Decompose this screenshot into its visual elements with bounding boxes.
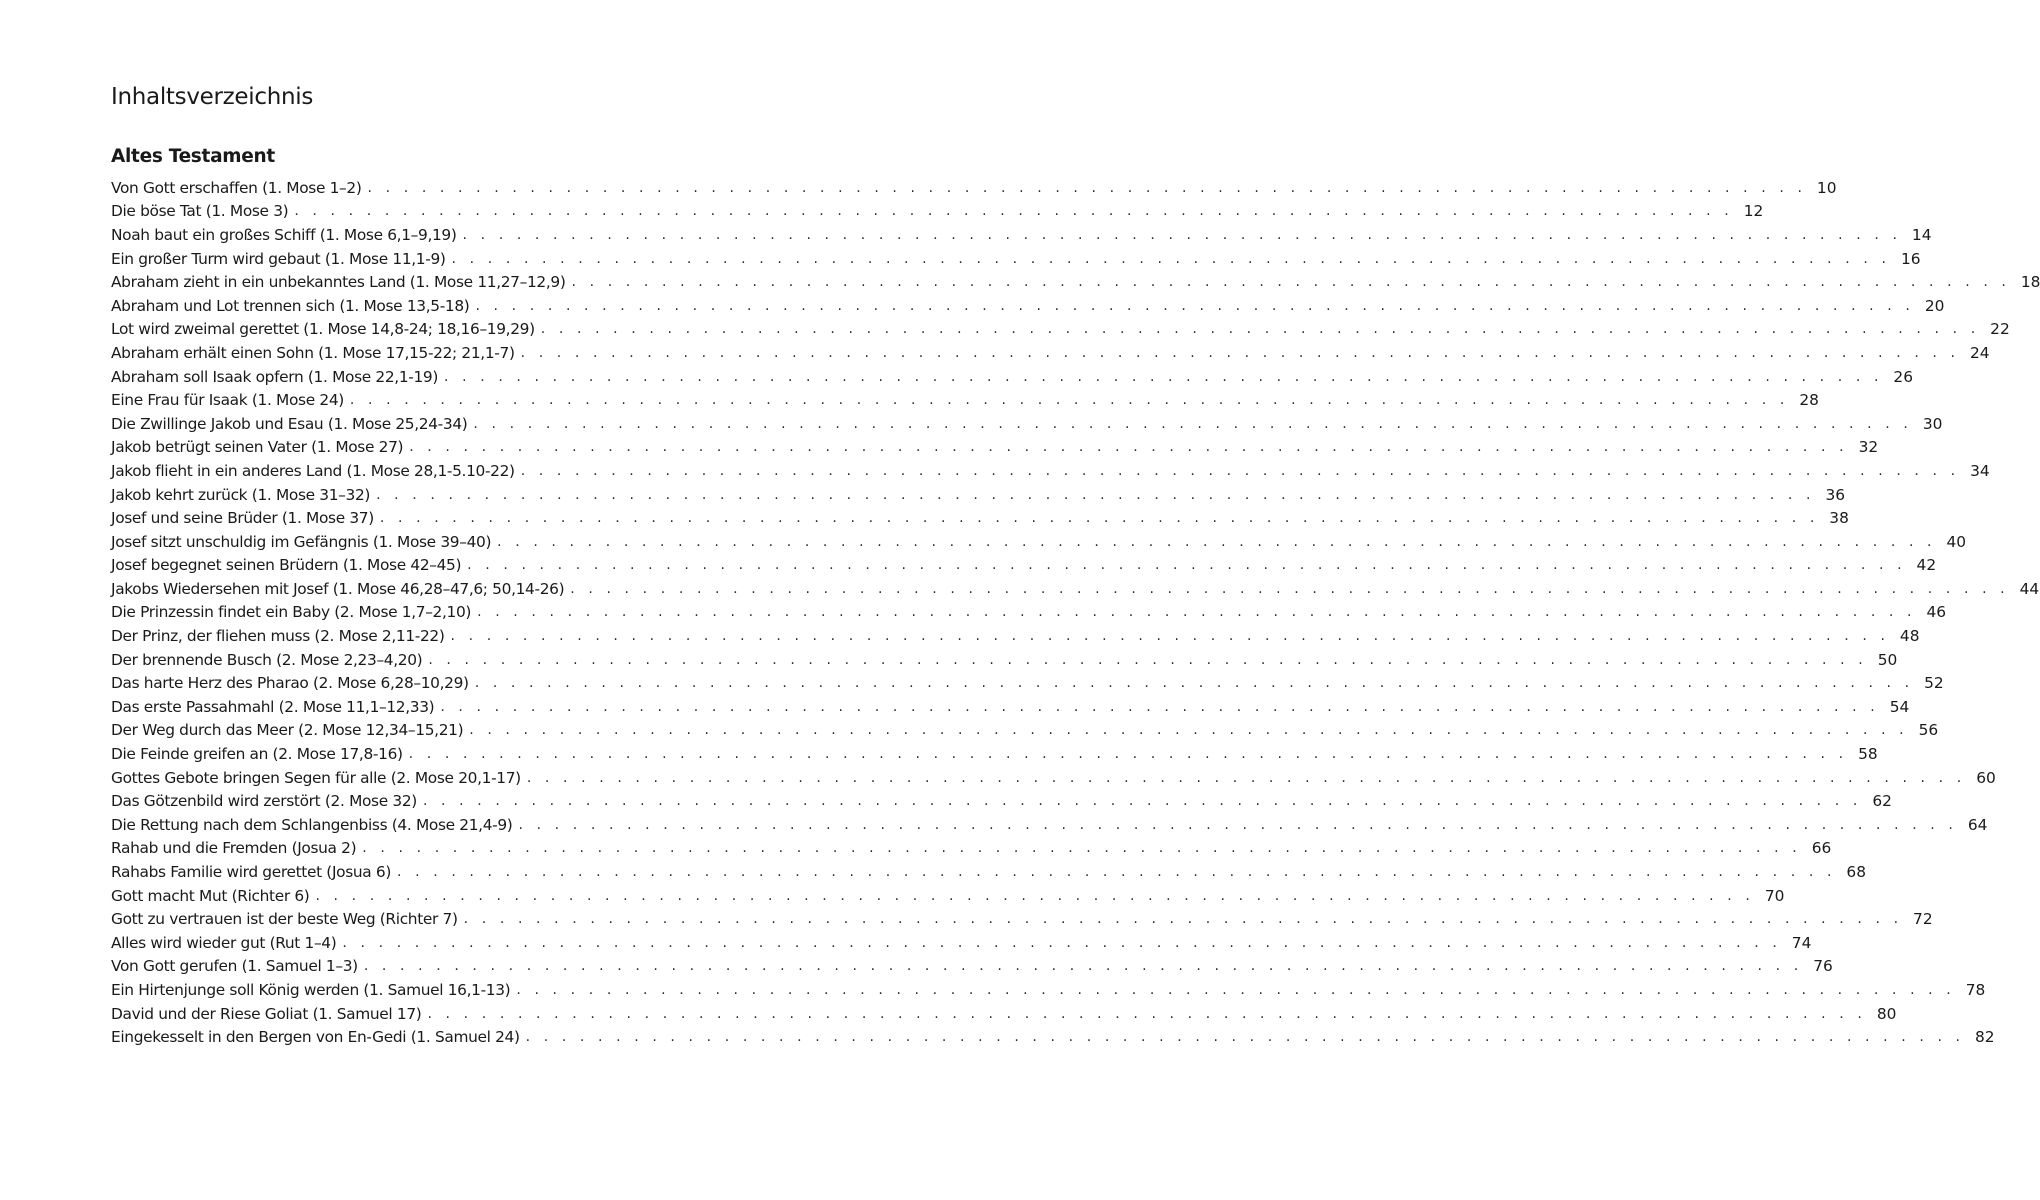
toc-page-number: 72 (1913, 910, 1933, 929)
toc-entry-title: Josef sitzt unschuldig im Gefängnis (1. Mose 39–40) (111, 532, 492, 551)
toc-row (111, 294, 1945, 318)
toc-entry-title: Jakob flieht in ein anderes Land (1. Mose 28,1-5.10-22) (111, 461, 515, 480)
toc-page-number: 62 (1872, 792, 1892, 811)
toc-row (111, 436, 1879, 460)
toc-row (111, 577, 2040, 601)
toc-row (111, 388, 1819, 412)
toc-page-number: 20 (1924, 296, 1945, 315)
dot-leader: . . . . . . . . . . . . . . . . . . . . . . . . . . . . . . . . . . . . . . . . . . . . . . . . . . . . . . . . . . . . . . . . . . . . . . . . . . . . . . . . (408, 746, 1848, 763)
dot-leader: . . . . . . . . . . . . . . . . . . . . . . . . . . . . . . . . . . . . . . . . . . . . . . . . . . . . . . . . . . . . . . . . . . . . . . . . . . . . . . . . (409, 439, 1849, 456)
toc-entry-title: Noah baut ein großes Schiff (1. Mose 6,1–9,19) (111, 225, 457, 244)
dot-leader: . . . . . . . . . . . . . . . . . . . . . . . . . . . . . . . . . . . . . . . . . . . . . . . . . . . . . . . . . . . . . . . . . . . . . . . . . . . . . . . . (463, 911, 1903, 928)
toc-page-number: 40 (1946, 532, 1967, 551)
dot-leader: . . . . . . . . . . . . . . . . . . . . . . . . . . . . . . . . . . . . . . . . . . . . . . . . . . . . . . . . . . . . . . . . . . . . . . . . . . . . . . . . (571, 274, 2011, 291)
dot-leader: . . . . . . . . . . . . . . . . . . . . . . . . . . . . . . . . . . . . . . . . . . . . . . . . . . . . . . . . . . . . . . . . . . . . . . . . . . . . . . . . (376, 486, 1816, 503)
dot-leader: . . . . . . . . . . . . . . . . . . . . . . . . . . . . . . . . . . . . . . . . . . . . . . . . . . . . . . . . . . . . . . . . . . . . . . . . . . . . . . . . (516, 981, 1956, 998)
toc-page-number: 74 (1791, 933, 1812, 952)
toc-page-number: 30 (1922, 414, 1943, 433)
toc-page-number: 56 (1918, 721, 1939, 740)
toc-entry-title: Ein großer Turm wird gebaut (1. Mose 11,1-9) (111, 249, 446, 268)
toc-page-number: 22 (1990, 320, 2010, 339)
toc-entry-title: Der Weg durch das Meer (2. Mose 12,34–15,21) (111, 721, 464, 740)
toc-page-number: 10 (1816, 178, 1837, 197)
dot-leader: . . . . . . . . . . . . . . . . . . . . . . . . . . . . . . . . . . . . . . . . . . . . . . . . . . . . . . . . . . . . . . . . . . . . . . . . . . . . . . . . (518, 816, 1958, 833)
dot-leader: . . . . . . . . . . . . . . . . . . . . . . . . . . . . . . . . . . . . . . . . . . . . . . . . . . . . . . . . . . . . . . . . . . . . . . . . . . . . . . . . (294, 203, 1734, 220)
dot-leader: . . . . . . . . . . . . . . . . . . . . . . . . . . . . . . . . . . . . . . . . . . . . . . . . . . . . . . . . . . . . . . . . . . . . . . . . . . . . . . . . (475, 297, 1915, 314)
table-of-contents (111, 176, 2040, 1049)
toc-row (111, 601, 1947, 625)
toc-entry-title: Die Zwillinge Jakob und Esau (1. Mose 25,24-34) (111, 414, 468, 433)
dot-leader: . . . . . . . . . . . . . . . . . . . . . . . . . . . . . . . . . . . . . . . . . . . . . . . . . . . . . . . . . . . . . . . . . . . . . . . . . . . . . . . . (540, 321, 1980, 338)
dot-leader: . . . . . . . . . . . . . . . . . . . . . . . . . . . . . . . . . . . . . . . . . . . . . . . . . . . . . . . . . . . . . . . . . . . . . . . . . . . . . . . . (379, 510, 1819, 527)
dot-leader: . . . . . . . . . . . . . . . . . . . . . . . . . . . . . . . . . . . . . . . . . . . . . . . . . . . . . . . . . . . . . . . . . . . . . . . . . . . . . . . . (450, 628, 1890, 645)
dot-leader: . . . . . . . . . . . . . . . . . . . . . . . . . . . . . . . . . . . . . . . . . . . . . . . . . . . . . . . . . . . . . . . . . . . . . . . . . . . . . . . . (315, 887, 1755, 904)
toc-entry-title: Die Feinde greifen an (2. Mose 17,8-16) (111, 745, 403, 764)
toc-entry-title: Der Prinz, der fliehen muss (2. Mose 2,11-22) (111, 627, 445, 646)
toc-row (111, 648, 1898, 672)
toc-page-number: 50 (1877, 650, 1898, 669)
dot-leader: . . . . . . . . . . . . . . . . . . . . . . . . . . . . . . . . . . . . . . . . . . . . . . . . . . . . . . . . . . . . . . . . . . . . . . . . . . . . . . . . (525, 1029, 1965, 1046)
toc-row (111, 200, 1764, 224)
toc-page-number: 12 (1743, 202, 1764, 221)
toc-row (111, 365, 1914, 389)
dot-leader: . . . . . . . . . . . . . . . . . . . . . . . . . . . . . . . . . . . . . . . . . . . . . . . . . . . . . . . . . . . . . . . . . . . . . . . . . . . . . . . . (570, 580, 2010, 597)
toc-page-number: 48 (1899, 627, 1920, 646)
toc-row (111, 412, 1943, 436)
toc-page-number: 34 (1970, 461, 1990, 480)
toc-page-number: 64 (1967, 815, 1988, 834)
toc-page-number: 60 (1976, 768, 1996, 787)
toc-entry-title: Lot wird zweimal gerettet (1. Mose 14,8-24; 18,16–19,29) (111, 320, 535, 339)
dot-leader: . . . . . . . . . . . . . . . . . . . . . . . . . . . . . . . . . . . . . . . . . . . . . . . . . . . . . . . . . . . . . . . . . . . . . . . . . . . . . . . . (362, 840, 1802, 857)
toc-page-number: 42 (1916, 556, 1937, 575)
dot-leader: . . . . . . . . . . . . . . . . . . . . . . . . . . . . . . . . . . . . . . . . . . . . . . . . . . . . . . . . . . . . . . . . . . . . . . . . . . . . . . . . (428, 651, 1868, 668)
dot-leader: . . . . . . . . . . . . . . . . . . . . . . . . . . . . . . . . . . . . . . . . . . . . . . . . . . . . . . . . . . . . . . . . . . . . . . . . . . . . . . . . (474, 675, 1914, 692)
toc-row (111, 837, 1832, 861)
toc-row (111, 955, 1833, 979)
toc-row (111, 789, 1892, 813)
toc-entry-title: Abraham soll Isaak opfern (1. Mose 22,1-19) (111, 367, 439, 386)
toc-entry-title: Eingekesselt in den Bergen von En-Gedi (1. Samuel 24) (111, 1028, 520, 1047)
toc-row (111, 907, 1933, 931)
toc-entry-title: Jakob betrügt seinen Vater (1. Mose 27) (111, 438, 404, 457)
dot-leader: . . . . . . . . . . . . . . . . . . . . . . . . . . . . . . . . . . . . . . . . . . . . . . . . . . . . . . . . . . . . . . . . . . . . . . . . . . . . . . . . (397, 864, 1836, 881)
dot-leader: . . . . . . . . . . . . . . . . . . . . . . . . . . . . . . . . . . . . . . . . . . . . . . . . . . . . . . . . . . . . . . . . . . . . . . . . . . . . . . . . (473, 415, 1913, 432)
toc-entry-title: Die Prinzessin findet ein Baby (2. Mose 1,7–2,10) (111, 603, 472, 622)
toc-row (111, 247, 1921, 271)
toc-page-number: 36 (1825, 485, 1846, 504)
toc-row (111, 483, 1846, 507)
toc-entry-title: Die Rettung nach dem Schlangenbiss (4. Mose 21,4-9) (111, 815, 513, 834)
toc-entry-title: Abraham zieht in ein unbekanntes Land (1. Mose 11,27–12,9) (111, 273, 566, 292)
toc-entry-title: Das Götzenbild wird zerstört (2. Mose 32) (111, 792, 417, 811)
toc-row (111, 860, 1866, 884)
dot-leader: . . . . . . . . . . . . . . . . . . . . . . . . . . . . . . . . . . . . . . . . . . . . . . . . . . . . . . . . . . . . . . . . . . . . . . . . . . . . . . . . (526, 769, 1966, 786)
section-title-altes-testament: Altes Testament (111, 146, 275, 167)
toc-page-number: 38 (1829, 509, 1849, 528)
toc-page-number: 70 (1764, 886, 1785, 905)
toc-row (111, 813, 1988, 837)
toc-row (111, 931, 1812, 955)
toc-page-number: 46 (1926, 603, 1947, 622)
toc-entry-title: Rahab und die Fremden (Josua 2) (111, 839, 357, 858)
dot-leader: . . . . . . . . . . . . . . . . . . . . . . . . . . . . . . . . . . . . . . . . . . . . . . . . . . . . . . . . . . . . . . . . . . . . . . . . . . . . . . . . (497, 533, 1937, 550)
toc-page-number: 54 (1889, 697, 1910, 716)
toc-page-number: 82 (1975, 1028, 1995, 1047)
dot-leader: . . . . . . . . . . . . . . . . . . . . . . . . . . . . . . . . . . . . . . . . . . . . . . . . . . . . . . . . . . . . . . . . . . . . . . . . . . . . . . . . (467, 557, 1907, 574)
toc-page-number: 32 (1858, 438, 1879, 457)
dot-leader: . . . . . . . . . . . . . . . . . . . . . . . . . . . . . . . . . . . . . . . . . . . . . . . . . . . . . . . . . . . . . . . . . . . . . . . . . . . . . . . . (367, 179, 1807, 196)
toc-entry-title: Jakob kehrt zurück (1. Mose 31–32) (111, 485, 371, 504)
toc-row (111, 176, 1837, 200)
toc-page-number: 24 (1969, 343, 1990, 362)
dot-leader: . . . . . . . . . . . . . . . . . . . . . . . . . . . . . . . . . . . . . . . . . . . . . . . . . . . . . . . . . . . . . . . . . . . . . . . . . . . . . . . . (469, 722, 1909, 739)
toc-page-number: 44 (2019, 579, 2040, 598)
toc-row (111, 554, 1937, 578)
toc-entry-title: Josef begegnet seinen Brüdern (1. Mose 42–45) (111, 556, 462, 575)
dot-leader: . . . . . . . . . . . . . . . . . . . . . . . . . . . . . . . . . . . . . . . . . . . . . . . . . . . . . . . . . . . . . . . . . . . . . . . . . . . . . . . . (462, 226, 1902, 243)
toc-entry-title: Gottes Gebote bringen Segen für alle (2. Mose 20,1-17) (111, 768, 521, 787)
toc-page-number: 28 (1799, 391, 1819, 410)
toc-entry-title: Von Gott gerufen (1. Samuel 1–3) (111, 957, 358, 976)
toc-entry-title: Das harte Herz des Pharao (2. Mose 6,28–10,29) (111, 674, 469, 693)
toc-row (111, 671, 1944, 695)
toc-page-number: 76 (1813, 957, 1833, 976)
dot-leader: . . . . . . . . . . . . . . . . . . . . . . . . . . . . . . . . . . . . . . . . . . . . . . . . . . . . . . . . . . . . . . . . . . . . . . . . . . . . . . . . (427, 1005, 1867, 1022)
toc-entry-title: Das erste Passahmahl (2. Mose 11,1–12,33) (111, 697, 435, 716)
dot-leader: . . . . . . . . . . . . . . . . . . . . . . . . . . . . . . . . . . . . . . . . . . . . . . . . . . . . . . . . . . . . . . . . . . . . . . . . . . . . . . . . (349, 392, 1789, 409)
toc-entry-title: Von Gott erschaffen (1. Mose 1–2) (111, 178, 362, 197)
toc-page-number: 78 (1965, 980, 1986, 999)
dot-leader: . . . . . . . . . . . . . . . . . . . . . . . . . . . . . . . . . . . . . . . . . . . . . . . . . . . . . . . . . . . . . . . . . . . . . . . . . . . . . . . . (520, 462, 1960, 479)
toc-row (111, 223, 1932, 247)
toc-entry-title: Rahabs Familie wird gerettet (Josua 6) (111, 863, 392, 882)
toc-entry-title: Gott zu vertrauen ist der beste Weg (Richter 7) (111, 910, 458, 929)
toc-entry-title: Ein Hirtenjunge soll König werden (1. Samuel 16,1-13) (111, 980, 511, 999)
toc-row (111, 1002, 1897, 1026)
toc-row (111, 695, 1910, 719)
toc-entry-title: Der brennende Busch (2. Mose 2,23–4,20) (111, 650, 423, 669)
toc-row (111, 766, 1996, 790)
toc-row (111, 1025, 1995, 1049)
toc-row (111, 318, 2010, 342)
page-title: Inhaltsverzeichnis (111, 84, 314, 110)
toc-row (111, 341, 1990, 365)
toc-row (111, 719, 1939, 743)
toc-row (111, 884, 1785, 908)
toc-row (111, 459, 1990, 483)
toc-row (111, 506, 1849, 530)
toc-page-number: 14 (1911, 225, 1932, 244)
toc-page-number: 80 (1876, 1004, 1897, 1023)
toc-row (111, 270, 2040, 294)
toc-page-number: 66 (1811, 839, 1832, 858)
toc-row (111, 530, 1967, 554)
dot-leader: . . . . . . . . . . . . . . . . . . . . . . . . . . . . . . . . . . . . . . . . . . . . . . . . . . . . . . . . . . . . . . . . . . . . . . . . . . . . . . . . (363, 958, 1803, 975)
toc-entry-title: Die böse Tat (1. Mose 3) (111, 202, 289, 221)
toc-entry-title: Abraham erhält einen Sohn (1. Mose 17,15-22; 21,1-7) (111, 343, 515, 362)
toc-row (111, 624, 1920, 648)
dot-leader: . . . . . . . . . . . . . . . . . . . . . . . . . . . . . . . . . . . . . . . . . . . . . . . . . . . . . . . . . . . . . . . . . . . . . . . . . . . . . . . . (440, 698, 1880, 715)
toc-page-number: 68 (1846, 863, 1866, 882)
toc-page-number: 26 (1893, 367, 1914, 386)
toc-page-number: 58 (1858, 745, 1878, 764)
toc-entry-title: David und der Riese Goliat (1. Samuel 17) (111, 1004, 422, 1023)
toc-entry-title: Gott macht Mut (Richter 6) (111, 886, 310, 905)
toc-row (111, 978, 1986, 1002)
dot-leader: . . . . . . . . . . . . . . . . . . . . . . . . . . . . . . . . . . . . . . . . . . . . . . . . . . . . . . . . . . . . . . . . . . . . . . . . . . . . . . . . (477, 604, 1917, 621)
dot-leader: . . . . . . . . . . . . . . . . . . . . . . . . . . . . . . . . . . . . . . . . . . . . . . . . . . . . . . . . . . . . . . . . . . . . . . . . . . . . . . . . (444, 368, 1884, 385)
toc-entry-title: Abraham und Lot trennen sich (1. Mose 13,5-18) (111, 296, 470, 315)
dot-leader: . . . . . . . . . . . . . . . . . . . . . . . . . . . . . . . . . . . . . . . . . . . . . . . . . . . . . . . . . . . . . . . . . . . . . . . . . . . . . . . . (520, 344, 1960, 361)
toc-entry-title: Eine Frau für Isaak (1. Mose 24) (111, 391, 344, 410)
dot-leader: . . . . . . . . . . . . . . . . . . . . . . . . . . . . . . . . . . . . . . . . . . . . . . . . . . . . . . . . . . . . . . . . . . . . . . . . . . . . . . . . (342, 934, 1782, 951)
toc-entry-title: Josef und seine Brüder (1. Mose 37) (111, 509, 374, 528)
toc-page-number: 18 (2020, 273, 2040, 292)
dot-leader: . . . . . . . . . . . . . . . . . . . . . . . . . . . . . . . . . . . . . . . . . . . . . . . . . . . . . . . . . . . . . . . . . . . . . . . . . . . . . . . . (422, 793, 1862, 810)
toc-page-number: 16 (1900, 249, 1921, 268)
dot-leader: . . . . . . . . . . . . . . . . . . . . . . . . . . . . . . . . . . . . . . . . . . . . . . . . . . . . . . . . . . . . . . . . . . . . . . . . . . . . . . . . (451, 250, 1891, 267)
toc-row (111, 742, 1878, 766)
toc-page-number: 52 (1924, 674, 1944, 693)
toc-entry-title: Alles wird wieder gut (Rut 1–4) (111, 933, 337, 952)
toc-entry-title: Jakobs Wiedersehen mit Josef (1. Mose 46,28–47,6; 50,14-26) (111, 579, 565, 598)
